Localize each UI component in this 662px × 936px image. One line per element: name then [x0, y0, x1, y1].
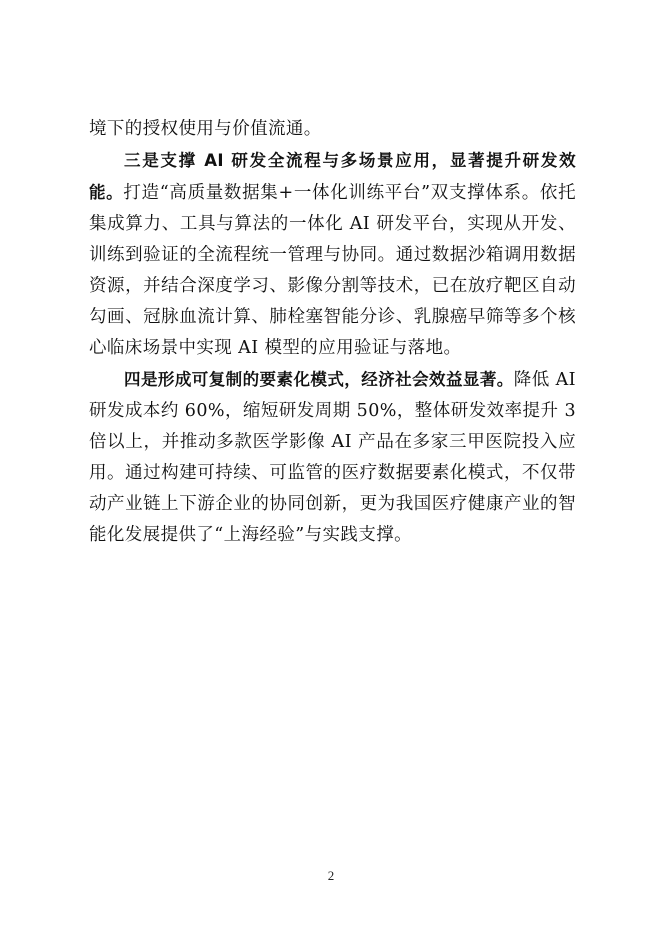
paragraph-point-three: [89, 145, 576, 364]
paragraph-lead: 三是支撑 AI 研发全流程与多场景应用，显著提升研发效能。: [89, 151, 576, 202]
document-body: [89, 114, 576, 551]
paragraph-point-four: [89, 364, 576, 551]
paragraph-lead: 四是形成可复制的要素化模式，经济社会效益显著。: [124, 370, 514, 389]
paragraph-body: 境下的授权使用与价值流通。: [89, 119, 322, 139]
paragraph-body: 降低 AI 研发成本约 60%，缩短研发周期 50%，整体研发效率提升 3 倍以上，并推动多款医学影像 AI 产品在多家三甲医院投入应用。通过构建可持续、可监管的医疗数据要素化模式，不仅带动产业链上下游企业的协同创新，更为我国医疗健康产业的智能化发展提供了“上海经验”与实践支撑。: [89, 370, 576, 545]
paragraph-continuation: [89, 114, 576, 145]
paragraph-body: 打造“高质量数据集+一体化训练平台”双支撑体系。依托集成算力、工具与算法的一体化 AI 研发平台，实现从开发、训练到验证的全流程统一管理与协同。通过数据沙箱调用数据资源，并结合深度学习、影像分割等技术，已在放疗靶区自动勾画、冠脉血流计算、肺栓塞智能分诊、乳腺癌早筛等多个核心临床场景中实现 AI 模型的应用验证与落地。: [89, 183, 576, 358]
page-number: 2: [327, 868, 335, 883]
